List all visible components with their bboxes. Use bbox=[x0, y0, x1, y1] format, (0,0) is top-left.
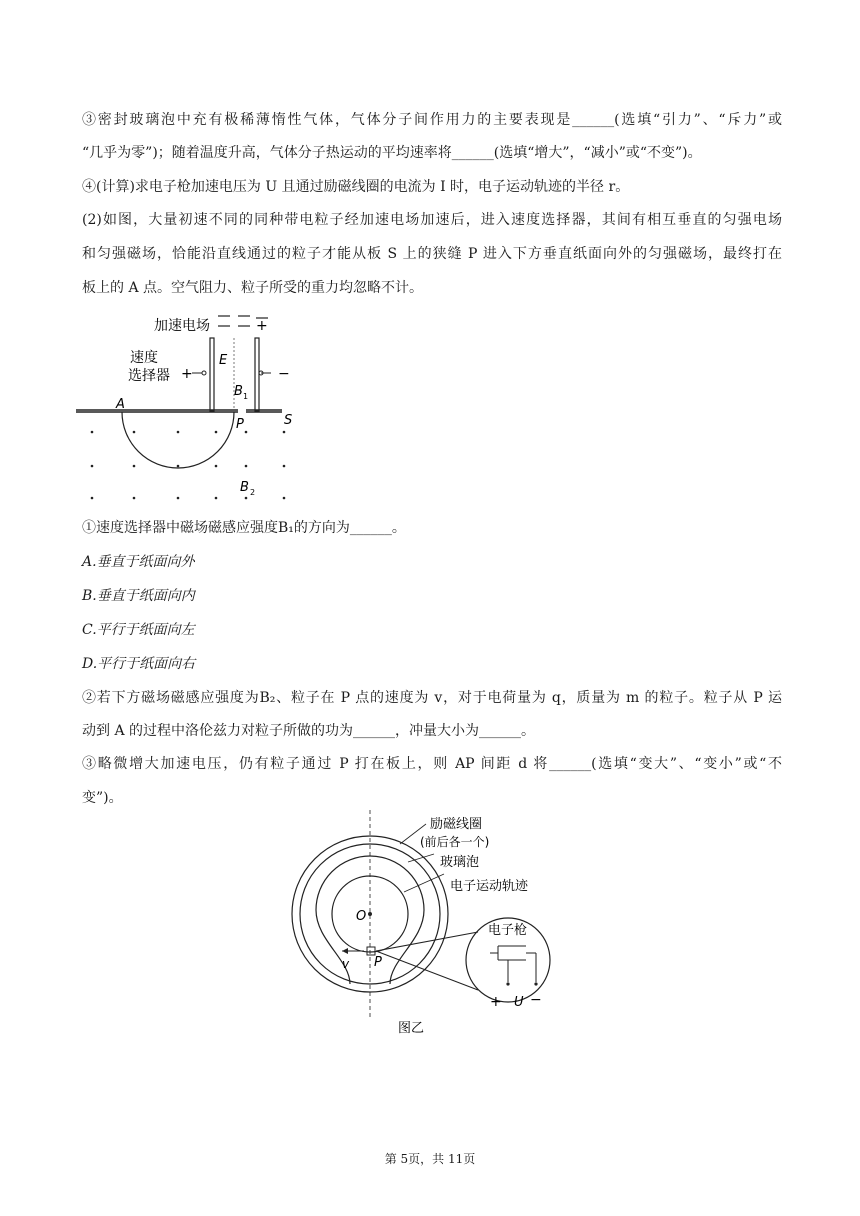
sub1-question: ①速度选择器中磁场磁感应强度B₁的方向为______。 bbox=[82, 520, 406, 536]
option-a: A.垂直于纸面向外 bbox=[82, 554, 195, 570]
figure-b-caption: 图乙 bbox=[398, 1021, 425, 1036]
q3-line-1: ③密封玻璃泡中充有极稀薄惰性气体，气体分子间作用力的主要表现是______(选填“引力”、“斥力”或 bbox=[82, 112, 782, 128]
selector-label-2: 选择器 bbox=[128, 368, 170, 384]
sub3-line-1: ③略微增大加速电压，仍有粒子通过 P 打在板上，则 AP 间距 d 将______(选填“变大”、“变小”或“不 bbox=[82, 756, 782, 772]
label-A: A bbox=[116, 397, 125, 412]
gun-minus: − bbox=[530, 992, 542, 1008]
part2-line-3: 板上的 A 点。空气阻力、粒子所受的重力均忽略不计。 bbox=[82, 280, 424, 296]
label-track: 电子运动轨迹 bbox=[450, 879, 529, 894]
velocity-selector-figure bbox=[70, 308, 310, 508]
b2-field-dots bbox=[91, 431, 286, 500]
q3-line-2: “几乎为零”)；随着温度升高，气体分子热运动的平均速率将______(选填“增大”，“减小”或“不变”)。 bbox=[82, 145, 702, 161]
label-U: U bbox=[514, 995, 524, 1010]
label-electron-gun: 电子枪 bbox=[488, 923, 528, 938]
label-P: P bbox=[236, 417, 244, 432]
gun-plus: + bbox=[490, 994, 502, 1010]
label-P2: P bbox=[374, 955, 382, 970]
label-B2-sub: 2 bbox=[250, 488, 256, 497]
label-coil-note: (前后各一个) bbox=[420, 835, 490, 849]
part2-line-1: (2)如图，大量初速不同的同种带电粒子经加速电场加速后，进入速度选择器，其间有相互垂直的匀强电场 bbox=[82, 212, 782, 228]
label-S: S bbox=[284, 413, 293, 428]
option-d: D.平行于纸面向右 bbox=[82, 656, 196, 672]
label-v: v bbox=[342, 957, 350, 971]
sub2-line-2: 动到 A 的过程中洛伦兹力对粒子所做的功为______，冲量大小为______。 bbox=[82, 723, 536, 739]
label-bulb: 玻璃泡 bbox=[440, 855, 480, 870]
page-footer: 第 5页，共 11页 bbox=[384, 1152, 476, 1166]
accel-field-label: 加速电场 bbox=[154, 318, 210, 334]
label-B1: B bbox=[234, 384, 243, 399]
accel-plus-sign: + bbox=[256, 318, 268, 334]
selector-plus-sign: + bbox=[181, 366, 193, 382]
particle-trajectory bbox=[122, 412, 234, 468]
label-B2: B bbox=[240, 480, 249, 495]
option-b: B.垂直于纸面向内 bbox=[82, 588, 195, 604]
label-B1-sub: 1 bbox=[243, 392, 249, 401]
figure-b-electron-beam bbox=[290, 810, 580, 1042]
label-coil: 励磁线圈 bbox=[430, 817, 483, 832]
sub2-line-1: ②若下方磁场磁感应强度为B₂、粒子在 P 点的速度为 v，对于电荷量为 q，质量为 m 的粒子。粒子从 P 运 bbox=[82, 690, 782, 706]
selector-label-1: 速度 bbox=[130, 350, 158, 366]
sub3-line-2: 变”)。 bbox=[82, 790, 123, 806]
q4-line: ④(计算)求电子枪加速电压为 U 且通过励磁线圈的电流为 I 时，电子运动轨迹的半径 r。 bbox=[82, 179, 630, 195]
part2-line-2: 和匀强磁场，恰能沿直线通过的粒子才能从板 S 上的狭缝 P 进入下方垂直纸面向外的匀强磁场，最终打在 bbox=[82, 246, 782, 262]
label-E: E bbox=[219, 353, 228, 368]
selector-minus-sign: − bbox=[278, 366, 290, 382]
label-O: O bbox=[356, 909, 367, 924]
option-c: C.平行于纸面向左 bbox=[82, 622, 195, 638]
